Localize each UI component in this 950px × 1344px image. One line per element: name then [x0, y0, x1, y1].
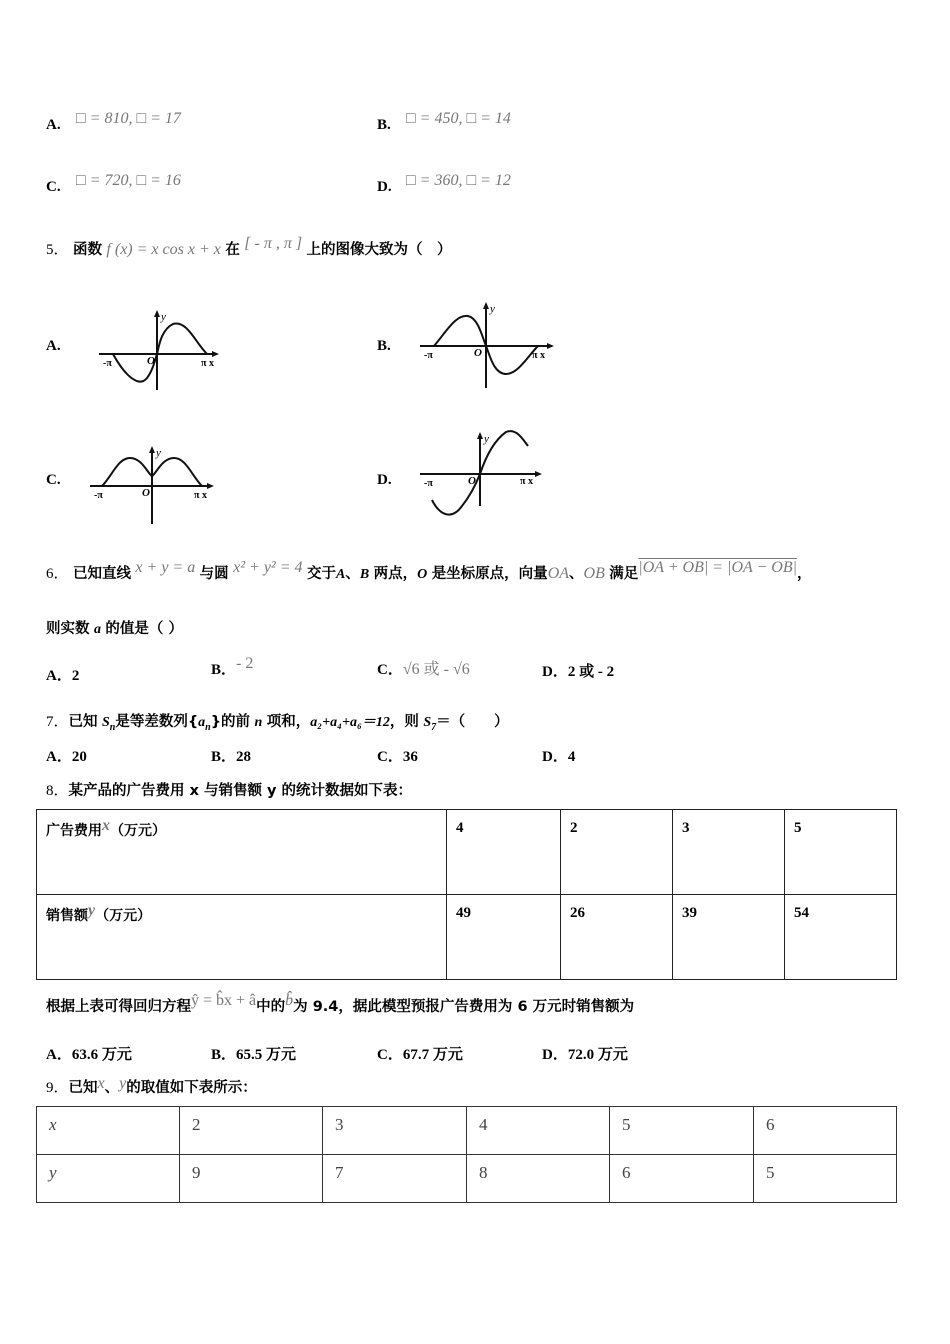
q8-row1-header-post: （万元） — [110, 823, 166, 839]
q7-an-base: a — [198, 715, 206, 730]
q8-option-c-label: C． — [377, 1047, 403, 1063]
table-cell: 49 — [447, 895, 561, 980]
q6-stem — [46, 559, 812, 583]
q6-option-d-text: 2 或 - 2 — [567, 664, 615, 680]
q4-option-c-text: □ = 720, □ = 16 — [76, 172, 181, 189]
svg-text:y: y — [161, 311, 166, 323]
q6-sep-2: 、 — [569, 566, 584, 582]
table-cell: 5 — [754, 1155, 897, 1203]
q6-option-d-label: D． — [542, 664, 568, 680]
table-cell: 5 — [610, 1107, 754, 1155]
q7-option-a — [46, 745, 87, 766]
q9-text-2: 的取值如下表所示： — [126, 1080, 257, 1096]
svg-text:-π: -π — [424, 350, 433, 361]
q5-mid: 在 — [225, 242, 240, 258]
q8-row2-header-var: y — [88, 902, 96, 919]
q8-option-a-label: A． — [46, 1047, 72, 1063]
q6-sep: 、 — [345, 566, 360, 582]
q8-row1-header — [37, 810, 447, 895]
q5-stem — [46, 235, 452, 259]
q4-option-a-label: A. — [46, 117, 61, 133]
q6-vector-ob: OB — [583, 565, 605, 582]
q7-option-c — [377, 745, 418, 766]
table-cell: 5 — [785, 810, 897, 895]
q5-graph-b — [418, 300, 558, 390]
svg-text:π x: π x — [194, 490, 207, 501]
q8-row2-header-pre: 销售额 — [46, 908, 88, 924]
q6-vector-oa: OA — [547, 565, 570, 582]
q5-formula: f (x) = x cos x + x — [106, 241, 221, 258]
q7-s7 — [423, 715, 437, 733]
q8-text: 某产品的广告费用 x 与销售额 y 的统计数据如下表： — [68, 783, 413, 799]
q6-option-c — [377, 656, 470, 679]
q7-text-2: 是等差数列{ — [115, 714, 199, 730]
q8-after-pre: 根据上表可得回归方程 — [46, 999, 191, 1015]
q7-an-sub: n — [205, 721, 211, 733]
q5-option-b-label: B. — [377, 338, 391, 354]
q8-row1-header-var: x — [102, 817, 110, 834]
q7-option-d — [542, 745, 575, 766]
q6-number: 6． — [46, 566, 69, 582]
svg-text:π x: π x — [201, 358, 214, 369]
table-row — [37, 1155, 897, 1203]
q6-text-1: 已知直线 — [72, 566, 131, 582]
svg-text:O: O — [468, 475, 476, 487]
svg-text:y: y — [484, 433, 489, 445]
q4-option-b-text: □ = 450, □ = 14 — [406, 110, 511, 127]
q6-option-a — [46, 664, 79, 685]
q9-var-y: y — [119, 1075, 127, 1092]
q6-option-b-text: - 2 — [236, 655, 254, 672]
q6-text-4: 两点， — [373, 566, 418, 582]
q7-sn-base: S — [101, 715, 110, 730]
svg-text:y: y — [490, 303, 495, 315]
q9-stem — [46, 1076, 257, 1097]
q6-line2-pre: 则实数 — [46, 621, 90, 637]
q7-option-b-text: 28 — [236, 749, 252, 765]
q4-option-a-text: □ = 810, □ = 17 — [76, 110, 181, 127]
table-cell: 26 — [561, 895, 673, 980]
q8-option-d-text: 72.0 万元 — [567, 1047, 628, 1063]
q8-option-a — [46, 1043, 132, 1064]
q7-text-4: 项和， — [266, 714, 311, 730]
q7-sn — [101, 715, 116, 733]
table-cell: x — [37, 1107, 180, 1155]
q9-sep: 、 — [104, 1080, 120, 1096]
q6-text-5: 是坐标原点，向量 — [431, 566, 548, 582]
q8-option-c-text: 67.7 万元 — [402, 1047, 463, 1063]
q8-number: 8． — [46, 783, 69, 799]
table-cell: 3 — [323, 1107, 467, 1155]
q8-row2-header — [37, 895, 447, 980]
q8-option-c — [377, 1043, 463, 1064]
q6-option-a-label: A． — [46, 668, 72, 684]
table-cell: 2 — [561, 810, 673, 895]
q6-vector-condition: |OA + OB| = |OA − OB| — [638, 559, 798, 576]
q6-line-equation: x + y = a — [135, 559, 196, 576]
q7-number: 7． — [46, 714, 69, 730]
q7-s7-base: S — [423, 715, 432, 730]
table-cell: 4 — [467, 1107, 610, 1155]
q7-expression: a₂+a₄+a₆＝12 — [310, 715, 390, 730]
q6-text-7: ， — [797, 566, 812, 582]
q7-option-a-text: 20 — [71, 749, 87, 765]
q8-option-b-text: 65.5 万元 — [236, 1047, 297, 1063]
svg-text:-π: -π — [94, 490, 103, 501]
q6-var-a: a — [93, 622, 101, 637]
q6-option-c-text: √6 或 - √6 — [402, 661, 470, 678]
q6-option-a-text: 2 — [71, 668, 80, 684]
q5-prefix: 函数 — [72, 242, 102, 258]
table-row — [37, 1107, 897, 1155]
table-row — [37, 895, 897, 980]
q9-var-x: x — [97, 1075, 105, 1092]
q6-stem-line-2 — [46, 617, 183, 638]
q6-circle-equation: x² + y² = 4 — [233, 559, 303, 576]
q9-text-1: 已知 — [68, 1080, 98, 1096]
q8-option-d — [542, 1043, 628, 1064]
svg-text:π x: π x — [520, 476, 533, 487]
table-cell: 9 — [180, 1155, 323, 1203]
q4-option-d-label: D. — [377, 179, 392, 195]
svg-text:-π: -π — [424, 478, 433, 489]
q8-option-b — [211, 1043, 296, 1064]
q7-text-5: ，则 — [389, 714, 419, 730]
table-cell: 2 — [180, 1107, 323, 1155]
table-cell: y — [37, 1155, 180, 1203]
q6-option-c-label: C． — [377, 662, 403, 678]
q6-text-2: 与圆 — [199, 566, 229, 582]
q5-graph-a — [95, 308, 225, 392]
q8-after-post: 为 9.4，据此模型预报广告费用为 6 万元时销售额为 — [293, 999, 635, 1015]
q6-option-b-label: B． — [211, 662, 237, 678]
svg-text:-π: -π — [103, 358, 112, 369]
q7-sn-sub: n — [109, 721, 116, 733]
table-cell: 3 — [673, 810, 785, 895]
q6-line2-post: 的值是（ ） — [105, 621, 183, 637]
q7-text-3: }的前 — [210, 714, 251, 730]
q7-text-6: ＝（ ） — [436, 714, 509, 730]
table-cell: 4 — [447, 810, 561, 895]
q8-option-d-label: D． — [542, 1047, 568, 1063]
q8-after-table — [46, 992, 635, 1016]
q7-option-d-label: D． — [542, 749, 568, 765]
q8-after-mid: 中的 — [256, 999, 286, 1015]
q7-option-b-label: B． — [211, 749, 237, 765]
q8-data-table — [36, 809, 897, 980]
q5-option-c-label: C. — [46, 472, 61, 488]
q6-option-b — [211, 655, 254, 679]
q9-number: 9． — [46, 1080, 69, 1096]
q5-graph-c — [88, 444, 218, 526]
q6-text-6: 满足 — [609, 566, 639, 582]
q8-row1-header-pre: 广告费用 — [46, 823, 102, 839]
q4-option-c-label: C. — [46, 179, 61, 195]
q7-option-c-label: C． — [377, 749, 403, 765]
q4-option-b-label: B. — [377, 117, 391, 133]
svg-text:O: O — [474, 347, 482, 359]
svg-text:y: y — [156, 447, 161, 459]
q5-number: 5． — [46, 242, 69, 258]
table-cell: 39 — [673, 895, 785, 980]
q6-origin: O — [417, 567, 428, 582]
q7-an — [198, 715, 211, 733]
q6-point-b: B — [359, 567, 370, 582]
table-cell: 8 — [467, 1155, 610, 1203]
q8-regression-equation: ŷ = b̂x + â — [191, 992, 257, 1009]
q8-b-hat: b̂ — [285, 992, 294, 1009]
q7-stem — [46, 710, 509, 733]
q5-option-a-label: A. — [46, 338, 61, 354]
q8-stem — [46, 779, 412, 800]
table-cell: 6 — [610, 1155, 754, 1203]
q9-data-table — [36, 1106, 897, 1203]
q8-option-b-label: B． — [211, 1047, 237, 1063]
table-cell: 6 — [754, 1107, 897, 1155]
q5-option-d-label: D. — [377, 472, 392, 488]
q5-suffix: 上的图像大致为（ ） — [306, 242, 452, 258]
q6-option-d — [542, 660, 614, 681]
table-row — [37, 810, 897, 895]
svg-text:O: O — [142, 487, 150, 499]
q7-option-c-text: 36 — [402, 749, 418, 765]
q6-text-3: 交于 — [306, 566, 336, 582]
q7-option-b — [211, 745, 251, 766]
table-cell: 7 — [323, 1155, 467, 1203]
table-cell: 54 — [785, 895, 897, 980]
q7-text-1: 已知 — [68, 714, 98, 730]
svg-text:π x: π x — [532, 350, 545, 361]
q4-option-d-text: □ = 360, □ = 12 — [406, 172, 511, 189]
q8-row2-header-post: （万元） — [95, 908, 152, 924]
q5-graph-d — [418, 426, 548, 522]
q7-s7-sub: 7 — [431, 721, 437, 733]
q7-option-a-label: A． — [46, 749, 72, 765]
q7-n: n — [254, 715, 263, 730]
q7-option-d-text: 4 — [567, 749, 576, 765]
q8-option-a-text: 63.6 万元 — [71, 1047, 132, 1063]
q6-point-a: A — [335, 567, 346, 582]
q5-interval: [ - π , π ] — [244, 235, 303, 252]
svg-text:O: O — [147, 355, 155, 367]
